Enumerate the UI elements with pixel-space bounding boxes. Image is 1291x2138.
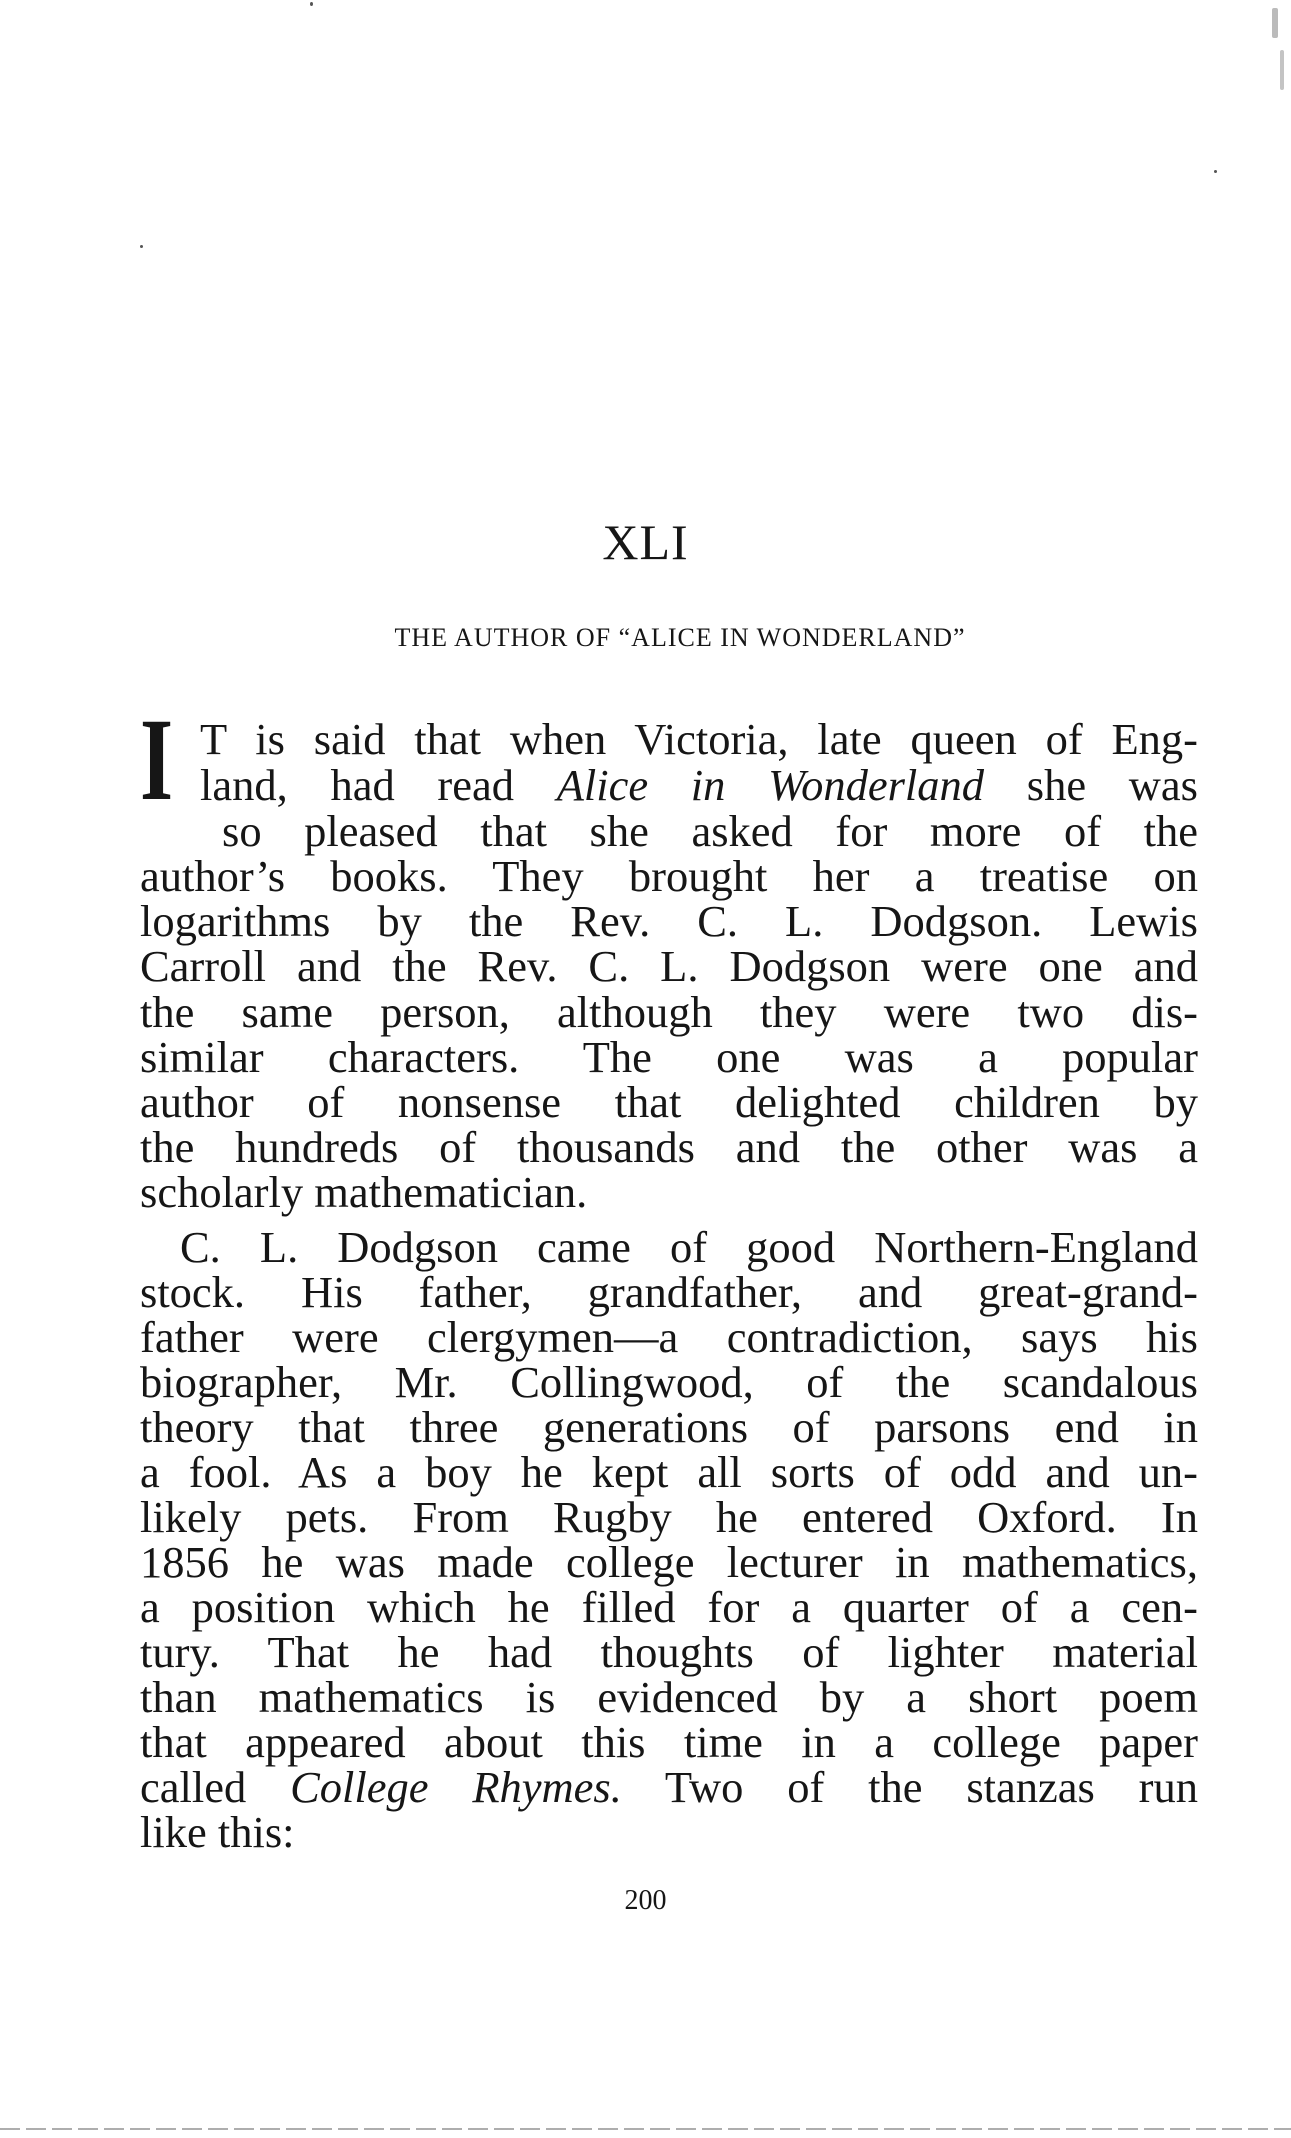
drop-cap: I bbox=[140, 694, 174, 825]
chapter-title-quoted: ALICE IN WONDERLAND bbox=[631, 623, 953, 652]
paragraph-1-line-5: logarithms by the Rev. C. L. Dodgson. Lewis bbox=[140, 896, 1198, 946]
line-text: land, had read bbox=[200, 760, 557, 810]
paragraph-2-line-5: theory that three generations of parsons end in bbox=[140, 1402, 1198, 1452]
paragraph-1-line-4: author’s books. They brought her a treatise on bbox=[140, 851, 1198, 901]
paragraph-1-line-6: Carroll and the Rev. C. L. Dodgson were one and bbox=[140, 941, 1198, 991]
paragraph-2-line-13 bbox=[140, 1764, 1198, 1810]
page-number: 200 bbox=[624, 1885, 667, 1916]
scan-speck bbox=[1272, 8, 1278, 38]
paragraph-2-line-2: stock. His father, grandfather, and great-grand- bbox=[140, 1267, 1198, 1317]
scan-speck bbox=[1214, 170, 1217, 173]
paragraph-1-line-2 bbox=[200, 762, 1198, 808]
paragraph-1-line-9: author of nonsense that delighted children by bbox=[140, 1077, 1198, 1127]
chapter-title bbox=[230, 620, 1130, 656]
paragraph-2-line-8: 1856 he was made college lecturer in mathematics, bbox=[140, 1537, 1198, 1587]
paragraph-1-line-7: the same person, although they were two dis- bbox=[140, 987, 1198, 1037]
chapter-title-prefix: THE AUTHOR OF “ bbox=[394, 623, 632, 652]
line-text: called bbox=[140, 1762, 291, 1812]
paragraph-1-line-10: the hundreds of thousands and the other was a bbox=[140, 1122, 1198, 1172]
paragraph-2-line-9: a position which he filled for a quarter of a cen- bbox=[140, 1582, 1198, 1632]
paragraph-2-line-12: that appeared about this time in a college paper bbox=[140, 1717, 1198, 1767]
paragraph-2-line-10: tury. That he had thoughts of lighter material bbox=[140, 1627, 1198, 1677]
paragraph-1-line-11: scholarly mathematician. bbox=[140, 1167, 588, 1217]
chapter-title-suffix: ” bbox=[952, 623, 966, 652]
book-title-italic: Alice in Wonderland bbox=[556, 760, 985, 810]
paragraph-1-line-3: so pleased that she asked for more of the bbox=[222, 806, 1198, 856]
paragraph-2-line-3: father were clergymen—a contradiction, says his bbox=[140, 1312, 1198, 1362]
line-text: she was bbox=[984, 760, 1198, 810]
scan-speck bbox=[310, 2, 313, 6]
paragraph-1-line-8: similar characters. The one was a popular bbox=[140, 1032, 1198, 1082]
paragraph-2-line-4: biographer, Mr. Collingwood, of the scandalous bbox=[140, 1357, 1198, 1407]
paragraph-2-line-1: C. L. Dodgson came of good Northern-England bbox=[180, 1222, 1198, 1272]
paragraph-2-line-11: than mathematics is evidenced by a short poem bbox=[140, 1672, 1198, 1722]
line-text: Two of the stanzas run bbox=[621, 1762, 1198, 1812]
scan-speck bbox=[1280, 50, 1284, 90]
paragraph-1-line-1: T is said that when Victoria, late queen of Eng- bbox=[200, 714, 1198, 764]
scan-speck bbox=[140, 245, 143, 248]
paragraph-2-line-6: a fool. As a boy he kept all sorts of odd and un- bbox=[140, 1447, 1198, 1497]
page-edge-rule bbox=[0, 2128, 1291, 2130]
paragraph-2-line-7: likely pets. From Rugby he entered Oxford. In bbox=[140, 1492, 1198, 1542]
chapter-number: XLI bbox=[602, 514, 689, 570]
paragraph-2-line-14: like this: bbox=[140, 1807, 295, 1857]
periodical-title-italic: College Rhymes. bbox=[290, 1762, 622, 1812]
